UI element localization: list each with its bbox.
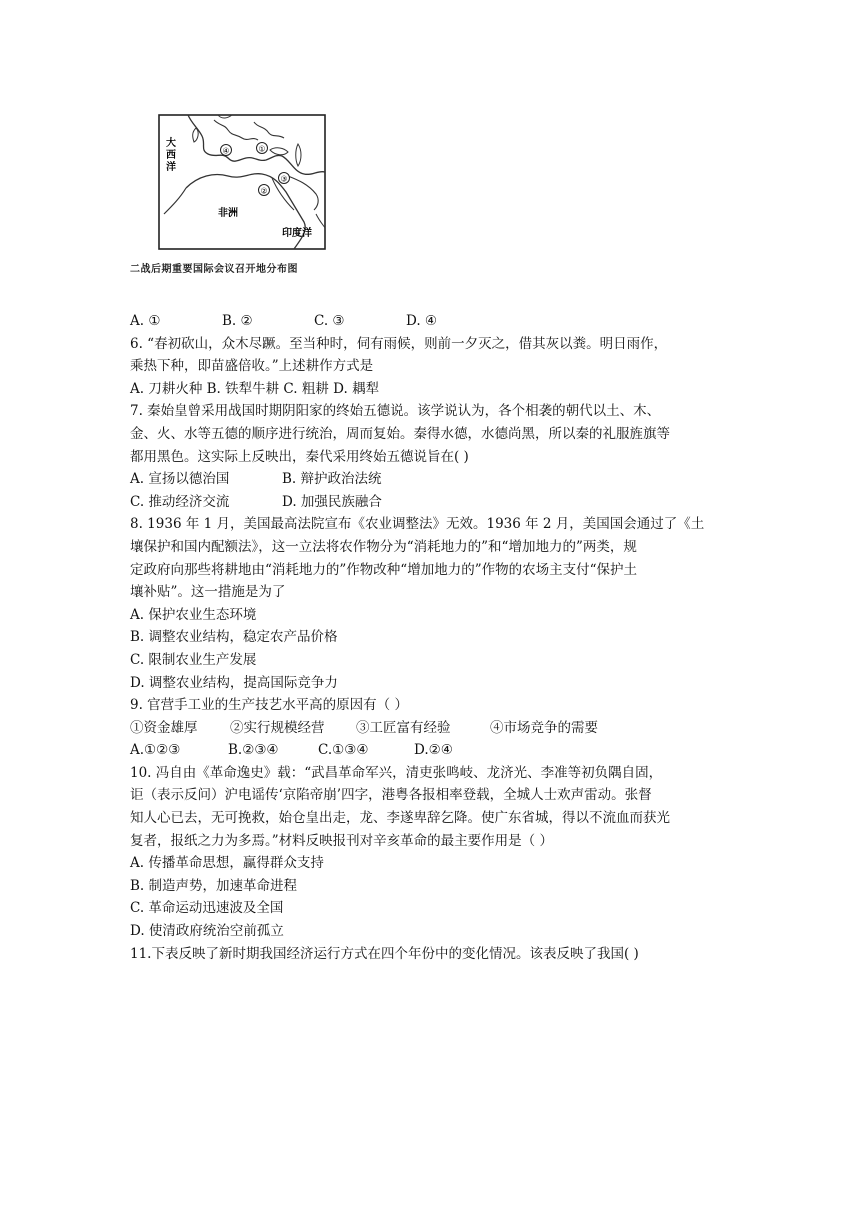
q7-options-row1 — [130, 468, 750, 491]
q11-stem: 11.下表反映了新时期我国经济运行方式在四个年份中的变化情况。该表反映了我国( ) — [130, 945, 639, 962]
q9-options — [130, 739, 750, 762]
q7-option-b[interactable]: B. 辩护政治法统 — [282, 471, 382, 488]
q7-option-c[interactable]: C. 推动经济交流 — [130, 493, 230, 510]
marker-1-label: ① — [258, 144, 266, 154]
q9-option-d[interactable]: D.②④ — [414, 742, 453, 759]
q7-line: 金、火、水等五德的顺序进行统治，周而复始。秦得水德，水德尚黑，所以秦的礼服旌旗等 — [130, 425, 670, 442]
q7-options-row2 — [130, 491, 750, 514]
marker-3-label: ③ — [280, 174, 288, 184]
q8-option-c[interactable]: C. 限制农业生产发展 — [130, 651, 257, 668]
q10-option-a[interactable]: A. 传播革命思想，赢得群众支持 — [130, 855, 324, 872]
q7-line: 7. 秦始皇曾采用战国时期阴阳家的终始五德说。该学说认为，各个相袭的朝代以土、木、 — [130, 403, 661, 420]
atlantic-label-3: 洋 — [166, 162, 176, 173]
q10-option-d[interactable]: D. 使清政府统治空前孤立 — [130, 923, 284, 940]
question-list — [130, 310, 750, 965]
q8-line: 壤补贴”。这一措施是为了 — [130, 584, 286, 601]
map-svg — [158, 114, 326, 250]
q10-line: 讵（表示反问）沪电谣传‘京陷帝崩’四字，港粤各报相率登载，全城人士欢声雷动。张督 — [130, 787, 652, 804]
q10-line: 10. 冯自由《革命逸史》载：“武昌革命军兴，清吏张鸣岐、龙济光、李准等初负隅自固， — [130, 764, 663, 781]
marker-4-label: ④ — [222, 146, 230, 156]
q9-item-1: ①资金雄厚 — [130, 719, 198, 736]
q9-item-4: ④市场竞争的需要 — [490, 719, 598, 736]
q7-option-a[interactable]: A. 宣扬以德治国 — [130, 471, 230, 488]
q8-line: 定政府向那些将耕地由“消耗地力的”作物改种“增加地力的”作物的农场主支付“保护土 — [130, 561, 638, 578]
q9-option-a[interactable]: A.①②③ — [130, 742, 181, 759]
q10-line: 复者，报纸之力为多焉。”材料反映报刊对辛亥革命的最主要作用是（ ） — [130, 832, 553, 849]
africa-label: 非洲 — [218, 208, 238, 219]
q5-option-c[interactable]: C. ③ — [314, 313, 345, 329]
q8-option-b[interactable]: B. 调整农业结构，稳定农产品价格 — [130, 629, 338, 646]
q9-item-3: ③工匠富有经验 — [356, 719, 451, 736]
q9-items — [130, 717, 750, 740]
q5-options — [130, 310, 750, 333]
q8-option-a[interactable]: A. 保护农业生态环境 — [130, 606, 257, 623]
q7-option-d[interactable]: D. 加强民族融合 — [282, 493, 382, 510]
q9-stem: 9. 官营手工业的生产技艺水平高的原因有（ ） — [130, 697, 408, 714]
q9-option-b[interactable]: B.②③④ — [228, 742, 279, 759]
q10-line: 知人心已去，无可挽救，始仓皇出走，龙、李遂卑辞乞降。使广东省城，得以不流血而获光 — [130, 810, 670, 827]
q5-option-b[interactable]: B. ② — [222, 313, 253, 329]
q10-option-c[interactable]: C. 革命运动迅速波及全国 — [130, 900, 284, 917]
q7-line: 都用黑色。这实际上反映出，秦代采用终始五德说旨在( ) — [130, 448, 469, 465]
q5-option-a[interactable]: A. ① — [130, 313, 161, 329]
q6-line: 6. “春初砍山，众木尽蹶。至当种时，伺有雨候，则前一夕灭之，借其灰以粪。明日雨作， — [130, 335, 668, 352]
atlantic-label-2: 西 — [166, 150, 176, 161]
q6-options[interactable]: A. 刀耕火种 B. 铁犁牛耕 C. 粗耕 D. 耦犁 — [130, 380, 380, 397]
q9-item-2: ②实行规模经营 — [230, 719, 325, 736]
q8-line: 8. 1936 年 1 月，美国最高法院宣布《农业调整法》无效。1936 年 2 月，美国国会通过了《土 — [130, 516, 705, 533]
marker-2-label: ② — [260, 186, 268, 196]
map-caption: 二战后期重要国际会议召开地分布图 — [130, 264, 298, 275]
map-figure — [130, 114, 360, 280]
q9-option-c[interactable]: C.①③④ — [318, 742, 369, 759]
atlantic-label-1: 大 — [166, 138, 176, 149]
q8-option-d[interactable]: D. 调整农业结构，提高国际竞争力 — [130, 674, 338, 691]
map-image — [158, 114, 326, 250]
indian-ocean-label: 印度洋 — [282, 228, 312, 239]
q8-line: 壤保护和国内配额法》，这一立法将农作物分为“消耗地力的”和“增加地力的”两类，规 — [130, 538, 637, 555]
q10-option-b[interactable]: B. 制造声势，加速革命进程 — [130, 877, 298, 894]
q5-option-d[interactable]: D. ④ — [406, 313, 438, 329]
q6-line: 乘热下种，即苗盛倍收。”上述耕作方式是 — [130, 358, 374, 375]
